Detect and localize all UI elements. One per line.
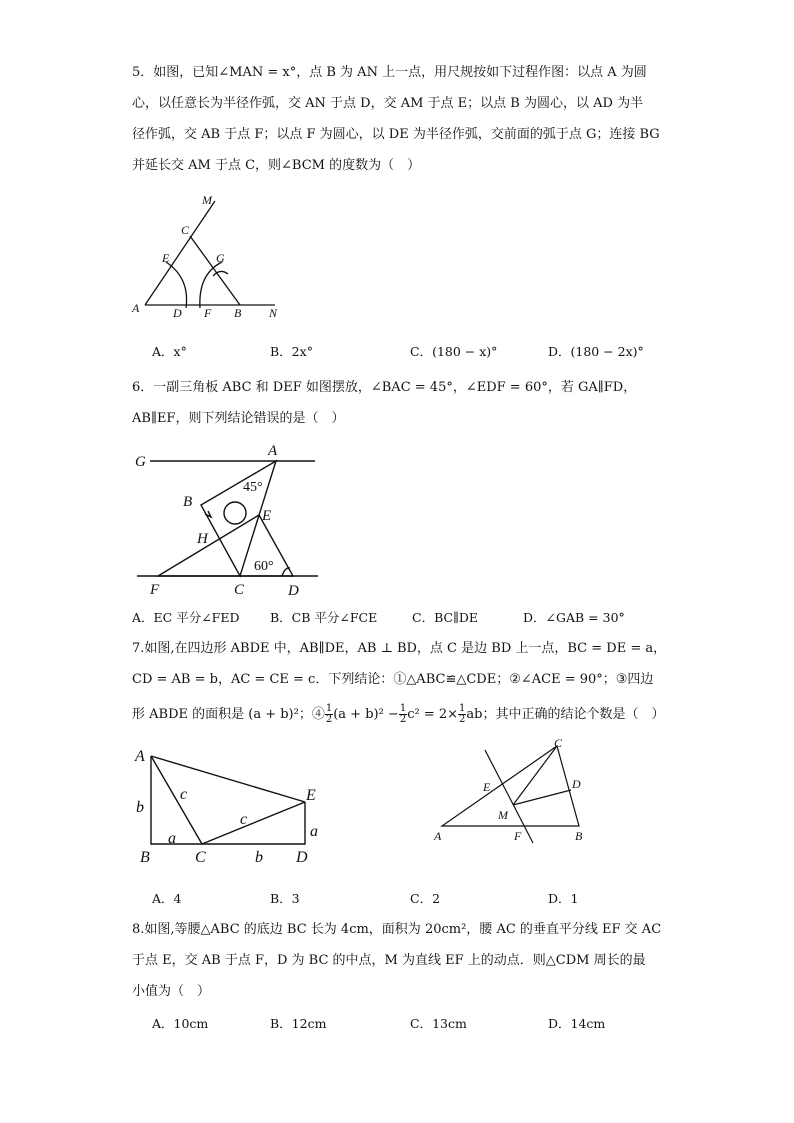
label-h: H <box>197 531 208 547</box>
fraction-den: 2 <box>459 714 466 725</box>
q7-line-3 <box>132 702 664 728</box>
q8-line-1: 8.如图,等腰△ABC 的底边 BC 长为 4cm，面积为 20cm²，腰 AC 的垂直平分线 EF 交 AC <box>132 922 662 937</box>
arc-fg <box>200 262 222 308</box>
label-b-side: b <box>136 799 144 816</box>
q6-line-2: AB∥EF，则下列结论错误的是（ ） <box>132 411 345 426</box>
fraction-den: 2 <box>325 714 333 725</box>
label-d: D <box>296 849 308 866</box>
label-a-right: a <box>310 823 318 840</box>
q6-options <box>132 608 712 626</box>
q6-figure <box>130 440 330 600</box>
label-n: N <box>269 306 278 320</box>
segment-mc <box>513 746 557 805</box>
label-m: M <box>498 808 508 822</box>
label-45deg: 45° <box>243 480 263 495</box>
label-g: G <box>216 251 225 265</box>
segment-md <box>513 790 571 805</box>
label-c: C <box>181 223 190 237</box>
q6-option-a[interactable]: A．EC 平分∠FED <box>132 610 240 625</box>
q6-option-d[interactable]: D．∠GAB = 30° <box>523 610 625 625</box>
label-c: C <box>554 736 563 750</box>
label-g: G <box>135 454 146 470</box>
fraction-den: 2 <box>399 714 407 725</box>
fraction-num: 1 <box>325 703 333 714</box>
label-60deg: 60° <box>254 559 274 574</box>
q5-line-3: 径作弧，交 AB 于点 F；以点 F 为圆心，以 DE 为半径作弧，交前面的弧于点 G；连接 BG <box>132 127 660 142</box>
label-e: E <box>262 508 272 524</box>
triangle-abc <box>442 746 579 826</box>
q7-line-3-mid1: (a + b)² − <box>333 707 399 722</box>
q8-option-d[interactable]: D．14cm <box>548 1016 606 1031</box>
q7-option-c[interactable]: C．2 <box>410 891 441 906</box>
q7-line-3-end: ab；其中正确的结论个数是（ ） <box>466 707 665 722</box>
label-a: A <box>268 443 278 459</box>
q6-option-c[interactable]: C．BC∥DE <box>412 610 478 625</box>
label-a: A <box>434 829 442 843</box>
q7-figure-1 <box>130 740 330 870</box>
q6-line-1: 6．一副三角板 ABC 和 DEF 如图摆放，∠BAC = 45°，∠EDF = 60°，若 GA∥FD， <box>132 380 637 395</box>
label-f: F <box>514 829 522 843</box>
label-c-lower: c <box>240 811 248 828</box>
fraction-half-1 <box>325 704 333 725</box>
label-e: E <box>162 251 170 265</box>
q7-line-2: CD = AB = b，AC = CE = c．下列结论：①△ABC≌△CDE；②∠ACE = 90°；③四边 <box>132 672 654 687</box>
label-c: C <box>234 582 245 598</box>
fraction-num: 1 <box>399 703 407 714</box>
q8-line-3: 小值为（ ） <box>132 984 211 999</box>
q5-option-b[interactable]: B．2x° <box>270 344 313 359</box>
label-f: F <box>204 306 212 320</box>
q5-line-4: 并延长交 AM 于点 C，则∠BCM 的度数为（ ） <box>132 158 421 173</box>
q8-option-b[interactable]: B．12cm <box>270 1016 327 1031</box>
fraction-half-2 <box>399 704 407 725</box>
q8-option-a[interactable]: A．10cm <box>152 1016 209 1031</box>
label-b: B <box>140 849 150 866</box>
q7-line-1: 7.如图,在四边形 ABDE 中，AB∥DE，AB ⊥ BD，点 C 是边 BD 上一点，BC = DE = a， <box>132 641 667 656</box>
q8-options <box>152 1014 712 1032</box>
arc-g-small <box>213 271 228 276</box>
q5-figure <box>128 190 288 320</box>
line-ef <box>485 750 533 843</box>
label-m: M <box>202 193 212 207</box>
ray-am <box>145 201 215 305</box>
q7-line-3-mid2: c² = 2× <box>407 707 459 722</box>
label-c: C <box>195 849 206 866</box>
right-angle-b <box>205 511 211 517</box>
label-a: A <box>132 301 140 315</box>
label-e: E <box>306 787 316 804</box>
label-e: E <box>483 780 491 794</box>
segment-bc <box>190 236 240 305</box>
label-f: F <box>150 582 160 598</box>
q5-options <box>152 342 712 360</box>
label-a: A <box>135 748 145 765</box>
segment-ce <box>202 802 305 844</box>
q8-line-2: 于点 E，交 AB 于点 F，D 为 BC 的中点，M 为直线 EF 上的动点．则△CDM 周长的最 <box>132 953 646 968</box>
triangle-hole <box>224 502 246 524</box>
q5-option-d[interactable]: D．(180 − 2x)° <box>548 344 644 359</box>
label-b-bottom: b <box>255 849 263 866</box>
q5-option-c[interactable]: C．(180 − x)° <box>410 344 498 359</box>
label-d: D <box>572 777 581 791</box>
label-b: B <box>183 494 193 510</box>
q5-line-2: 心，以任意长为半径作弧，交 AN 于点 D，交 AM 于点 E；以点 B 为圆心，以 AD 为半 <box>132 96 644 111</box>
label-b: B <box>234 306 242 320</box>
label-b: B <box>575 829 583 843</box>
label-d: D <box>173 306 182 320</box>
q7-option-a[interactable]: A．4 <box>152 891 182 906</box>
q7-options <box>152 889 712 907</box>
label-a-lower: a <box>168 830 176 847</box>
q7-line-3-start: 形 ABDE 的面积是 (a + b)²；④ <box>132 707 325 722</box>
q5-line-1: 5．如图，已知∠MAN = x°，点 B 为 AN 上一点，用尺规按如下过程作图：以点 A 为圆 <box>132 65 647 80</box>
q8-option-c[interactable]: C．13cm <box>410 1016 467 1031</box>
fraction-num: 1 <box>459 703 466 714</box>
q7-option-b[interactable]: B．3 <box>270 891 300 906</box>
q7-figure-2 <box>430 733 600 853</box>
q6-option-b[interactable]: B．CB 平分∠FCE <box>270 610 378 625</box>
label-c-upper: c <box>180 786 188 803</box>
q5-option-a[interactable]: A．x° <box>152 344 187 359</box>
label-d: D <box>288 583 299 599</box>
q7-option-d[interactable]: D．1 <box>548 891 579 906</box>
